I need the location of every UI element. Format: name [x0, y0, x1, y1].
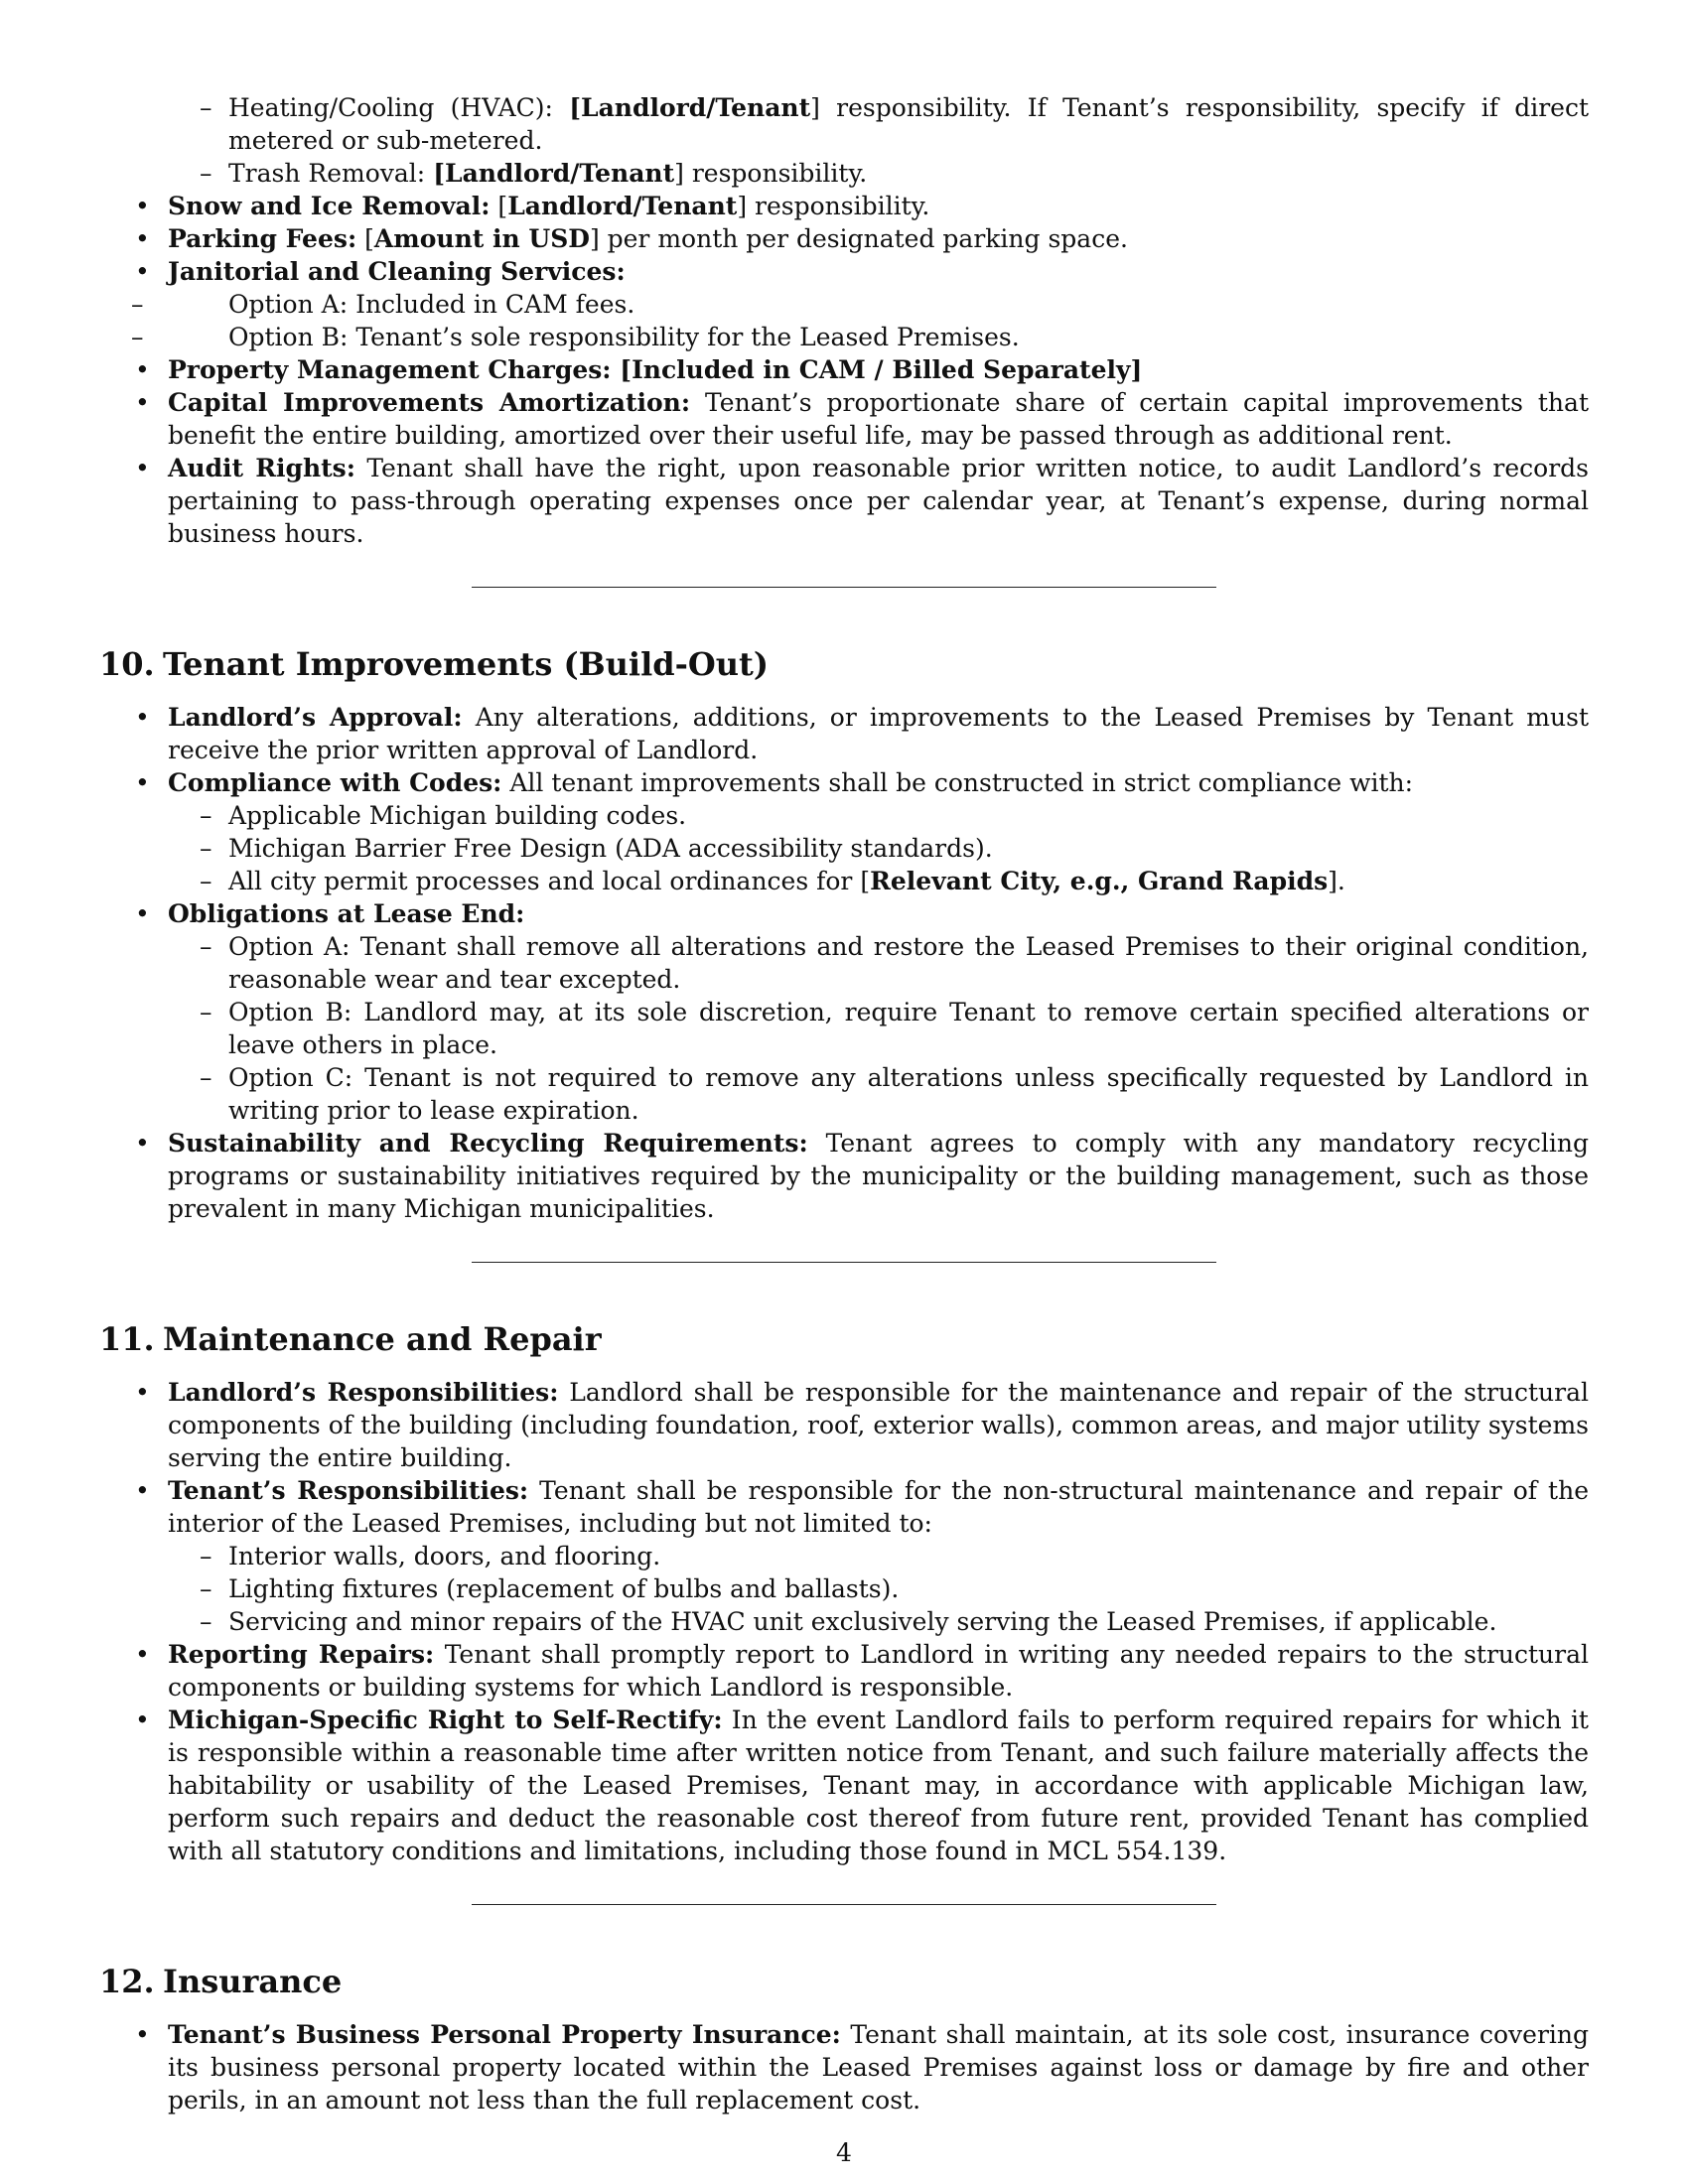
- janitorial-options: [168, 288, 1589, 353]
- list-item: – Option B: Tenant’s sole responsibility for the Leased Premises.: [99, 321, 1589, 353]
- list-item: • Parking Fees: [Amount in USD] per month per designated parking space.: [99, 222, 1589, 255]
- list-item: – Option A: Tenant shall remove all alterations and restore the Leased Premises to their original condition, reasonable wear and tear excepted.: [168, 930, 1589, 996]
- section-divider: [472, 1262, 1216, 1263]
- list-item: • Reporting Repairs: Tenant shall promptly report to Landlord in writing any needed repairs to the structural components or building systems for which Landlord is responsible.: [99, 1638, 1589, 1704]
- list-item: • Janitorial and Cleaning Services: – Option A: Included in CAM fees. – Option B: Tenant’s sole responsibility for the Leased Premises.: [99, 255, 1589, 353]
- list-item: – Option A: Included in CAM fees.: [99, 288, 1589, 321]
- list-item: – Michigan Barrier Free Design (ADA accessibility standards).: [168, 832, 1589, 865]
- section-12-list: [99, 2018, 1589, 2116]
- list-item: – Option B: Landlord may, at its sole discretion, require Tenant to remove certain specified alterations or leave others in place.: [168, 996, 1589, 1061]
- list-item: • Tenant’s Business Personal Property Insurance: Tenant shall maintain, at its sole cost, insurance covering its business personal property located within the Leased Premises against loss or damage by fire and other perils, in an amount not less than the full replacement cost.: [99, 2018, 1589, 2116]
- list-item: – Lighting fixtures (replacement of bulbs and ballasts).: [168, 1572, 1589, 1605]
- section-9-list: [99, 190, 1589, 550]
- list-item: – Servicing and minor repairs of the HVAC unit exclusively serving the Leased Premises, if applicable.: [168, 1605, 1589, 1638]
- list-item: – Heating/Cooling (HVAC): [Landlord/Tenant] responsibility. If Tenant’s responsibility, specify if direct metered or sub-metered.: [168, 91, 1589, 157]
- section-heading: 10. Tenant Improvements (Build-Out): [99, 645, 769, 683]
- page-number: 4: [836, 2138, 852, 2167]
- list-item: – Interior walls, doors, and flooring.: [168, 1540, 1589, 1572]
- section-10-list: [99, 701, 1589, 1225]
- list-item: • Capital Improvements Amortization: Tenant’s proportionate share of certain capital improvements that benefit the entire building, amortized over their useful life, may be passed through as additional rent.: [99, 386, 1589, 452]
- list-item: • Sustainability and Recycling Requirements: Tenant agrees to comply with any mandatory recycling programs or sustainability initiatives required by the municipality or the building management, such as those prevalent in many Michigan municipalities.: [99, 1127, 1589, 1225]
- list-item: • Compliance with Codes: All tenant improvements shall be constructed in strict compliance with: – Applicable Michigan building codes. – Michigan Barrier Free Design (ADA accessibility standards). – All city permit processes and local ordinances for [Relevant City, e.g., Grand Rapids].: [99, 766, 1589, 897]
- list-item: – All city permit processes and local ordinances for [Relevant City, e.g., Grand Rapids].: [168, 865, 1589, 897]
- list-item: • Snow and Ice Removal: [Landlord/Tenant] responsibility.: [99, 190, 1589, 222]
- list-item: • Property Management Charges: [Included in CAM / Billed Separately]: [99, 353, 1589, 386]
- list-item: • Landlord’s Responsibilities: Landlord shall be responsible for the maintenance and repair of the structural components of the building (including foundation, roof, exterior walls), common areas, and major utility systems serving the entire building.: [99, 1376, 1589, 1474]
- utilities-sub-list: [99, 91, 1589, 190]
- section-heading: 12. Insurance: [99, 1963, 343, 2000]
- list-item: • Michigan-Specific Right to Self-Rectify: In the event Landlord fails to perform required repairs for which it is responsible within a reasonable time after written notice from Tenant, and such failure materially affects the habitability or usability of the Leased Premises, Tenant may, in accordance with applicable Michigan law, perform such repairs and deduct the reasonable cost thereof from future rent, provided Tenant has complied with all statutory conditions and limitations, including those found in MCL 554.139.: [99, 1704, 1589, 1867]
- list-item: • Landlord’s Approval: Any alterations, additions, or improvements to the Leased Premises by Tenant must receive the prior written approval of Landlord.: [99, 701, 1589, 766]
- list-item: – Applicable Michigan building codes.: [168, 799, 1589, 832]
- list-item: • Tenant’s Responsibilities: Tenant shall be responsible for the non-structural maintenance and repair of the interior of the Leased Premises, including but not limited to: – Interior walls, doors, and flooring. – Lighting fixtures (replacement of bulbs and ballasts). – Servicing and minor repairs of the HVAC unit exclusively serving the Leased Premises, if applicable.: [99, 1474, 1589, 1638]
- list-item: – Option C: Tenant is not required to remove any alterations unless specifically requested by Landlord in writing prior to lease expiration.: [168, 1061, 1589, 1127]
- list-item: • Audit Rights: Tenant shall have the right, upon reasonable prior written notice, to audit Landlord’s records pertaining to pass-through operating expenses once per calendar year, at Tenant’s expense, during normal business hours.: [99, 452, 1589, 550]
- tenant-responsibility-list: [168, 1540, 1589, 1638]
- section-11-list: [99, 1376, 1589, 1867]
- document-page: [99, 91, 1589, 2116]
- list-item: – Trash Removal: [Landlord/Tenant] responsibility.: [168, 157, 1589, 190]
- section-heading: 11. Maintenance and Repair: [99, 1320, 602, 1358]
- section-divider: [472, 1904, 1216, 1905]
- codes-list: [168, 799, 1589, 897]
- list-item: • Obligations at Lease End: – Option A: Tenant shall remove all alterations and restore the Leased Premises to their original condition, reasonable wear and tear excepted. – Option B: Landlord may, at its sole discretion, require Tenant to remove certain specified alterations or leave others in place. – Option C: Tenant is not required to remove any alterations unless specifically requested by Landlord in writing prior to lease expiration.: [99, 897, 1589, 1127]
- section-divider: [472, 587, 1216, 588]
- lease-end-options: [168, 930, 1589, 1127]
